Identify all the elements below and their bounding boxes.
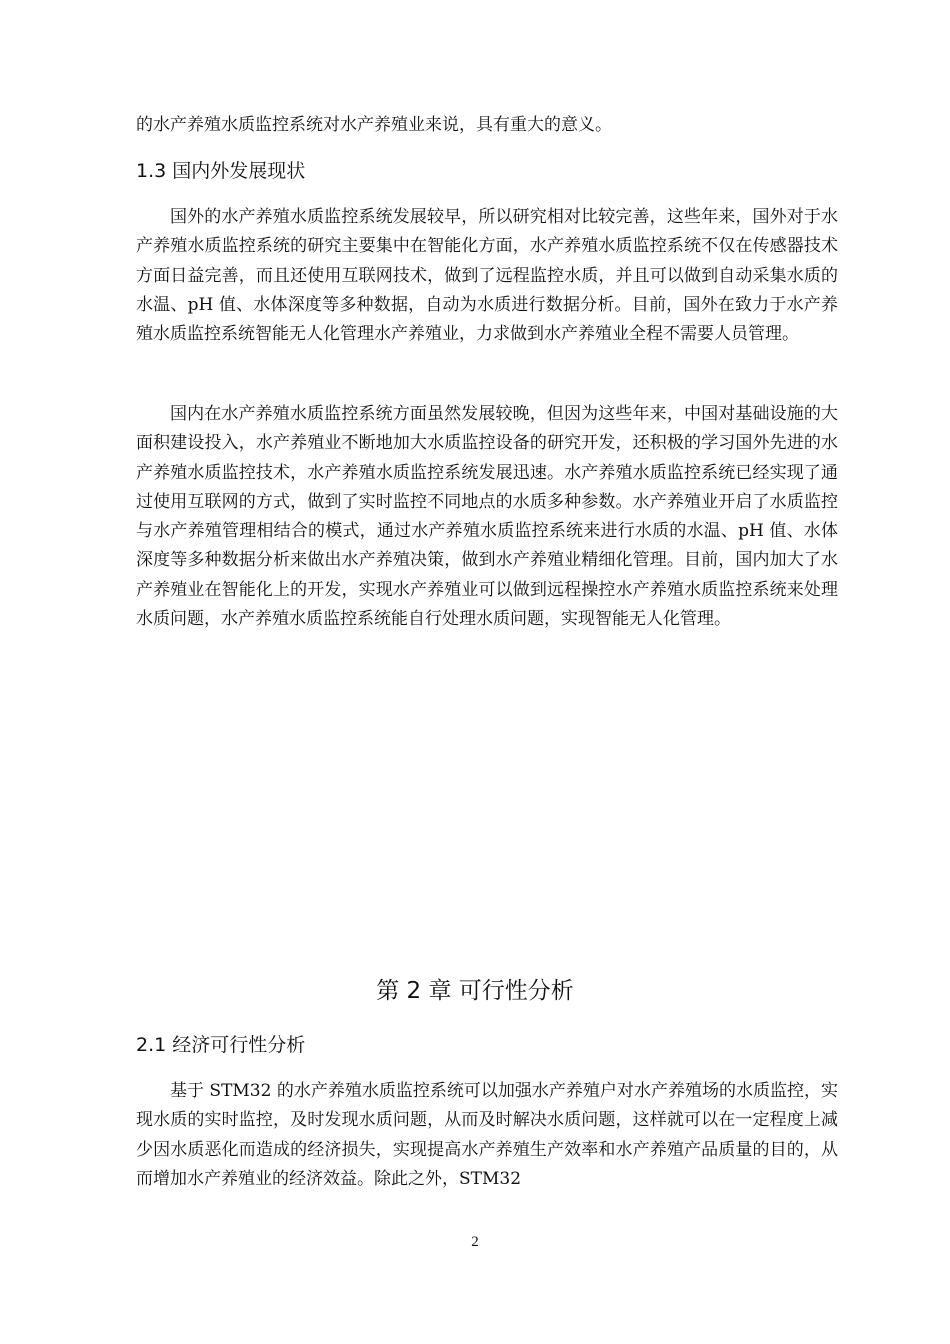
page-number: 2 <box>471 1234 479 1250</box>
intro-tail-paragraph: 的水产养殖水质监控系统对水产养殖业来说，具有重大的意义。 <box>136 115 612 135</box>
section-2-1-paragraph-1: 基于 STM32 的水产养殖水质监控系统可以加强水产养殖户对水产养殖场的水质监控，实现水质的实时监控，及时发现水质问题，从而及时解决水质问题，这样就可以在一定程度上减少因水质恶化而造成的经济损失，实现提高水产养殖生产效率和水产养殖产品质量的目的，从而增加水产养殖业的经济效益。除此之外，STM32 <box>136 1081 838 1189</box>
section-2-1-heading: 2.1 经济可行性分析 <box>136 1034 306 1056</box>
section-1-3-heading: 1.3 国内外发展现状 <box>136 160 306 182</box>
section-1-3-paragraph-2: 国内在水产养殖水质监控系统方面虽然发展较晚，但因为这些年来，中国对基础设施的大面积建设投入，水产养殖业不断地加大水质监控设备的研究开发，还积极的学习国外先进的水产养殖水质监控技术，水产养殖水质监控系统发展迅速。水产养殖水质监控系统已经实现了通过使用互联网的方式，做到了实时监控不同地点的水质多种参数。水产养殖业开启了水质监控与水产养殖管理相结合的模式，通过水产养殖水质监控系统来进行水质的水温、pH 值、水体深度等多种数据分析来做出水产养殖决策，做到水产养殖业精细化管理。目前，国内加大了水产养殖业在智能化上的开发，实现水产养殖业可以做到远程操控水产养殖水质监控系统来处理水质问题，水产养殖水质监控系统能自行处理水质问题，实现智能无人化管理。 <box>136 404 838 630</box>
chapter-2-title: 第 2 章 可行性分析 <box>376 978 574 1004</box>
section-1-3-paragraph-1: 国外的水产养殖水质监控系统发展较早，所以研究相对比较完善，这些年来，国外对于水产养殖水质监控系统的研究主要集中在智能化方面，水产养殖水质监控系统不仅在传感器技术方面日益完善，而且还使用互联网技术，做到了远程监控水质，并且可以做到自动采集水质的水温、pH 值、水体深度等多种数据，自动为水质进行数据分析。目前，国外在致力于水产养殖水质监控系统智能无人化管理水产养殖业，力求做到水产养殖业全程不需要人员管理。 <box>136 207 838 345</box>
